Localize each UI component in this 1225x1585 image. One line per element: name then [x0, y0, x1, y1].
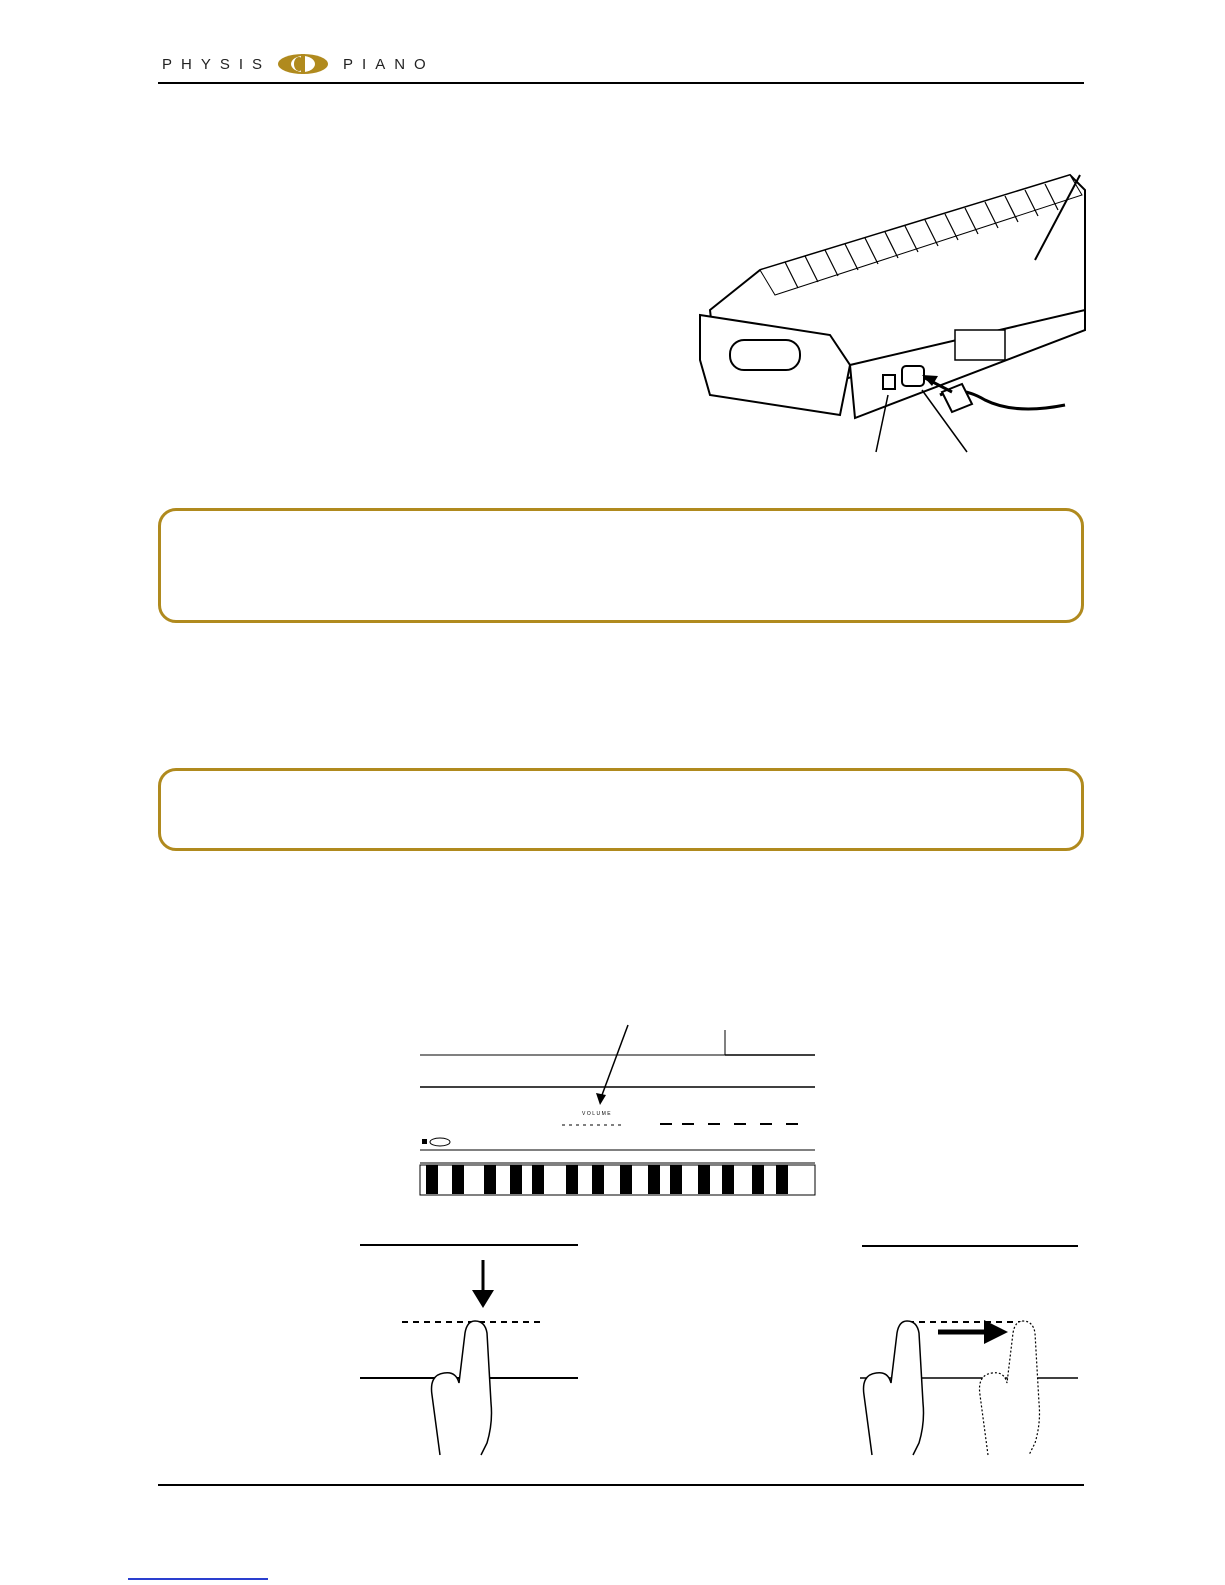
brand-logo: [162, 52, 435, 76]
footer-rule: [158, 1484, 1084, 1486]
panel-logo-icon: [422, 1138, 498, 1146]
brand-name-left: PHYSIS: [162, 55, 272, 73]
physis-logo-mark-icon: [277, 53, 329, 75]
rear-panel-illustration: [690, 170, 1090, 460]
header-rule: [158, 82, 1084, 84]
notice-box: [158, 508, 1084, 623]
control-panel-illustration: [420, 1025, 815, 1200]
notice-box: [158, 768, 1084, 851]
brand-name-right: PIANO: [343, 55, 435, 73]
footer-link-underline[interactable]: [128, 1578, 268, 1580]
keyboard-keys: [420, 1165, 815, 1195]
finger-press-icon: [360, 1240, 580, 1460]
finger-slide-icon: [860, 1240, 1080, 1460]
volume-label: VOLUME: [582, 1111, 613, 1117]
